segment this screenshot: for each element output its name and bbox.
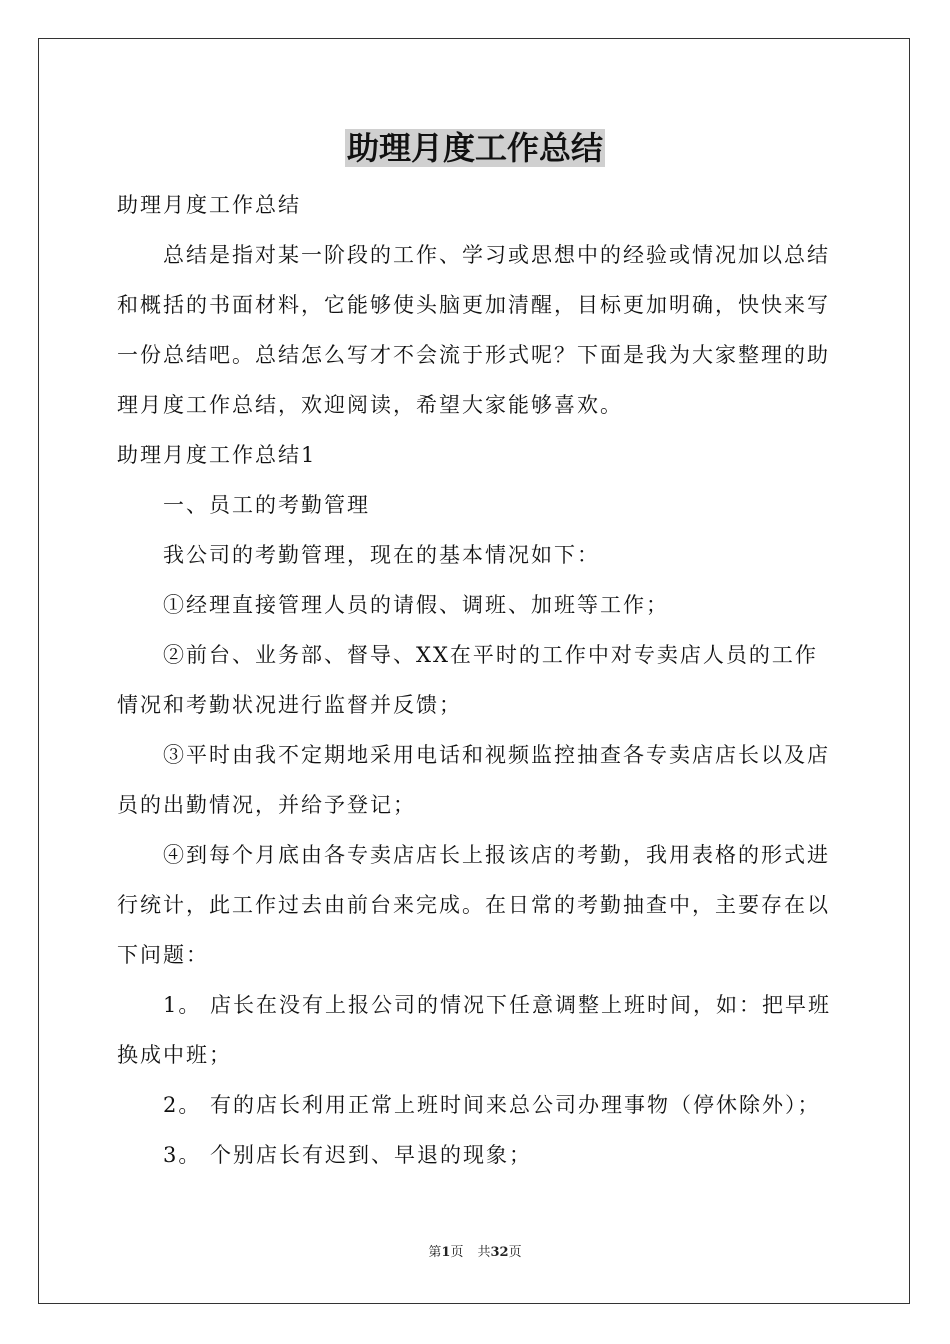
- page-footer: [0, 1244, 950, 1262]
- list-item: ②前台、业务部、督导、XX在平时的工作中对专卖店人员的工作情况和考勤状况进行监督并反馈；: [117, 643, 818, 717]
- subtitle-paragraph: 助理月度工作总结: [117, 193, 301, 217]
- intro-paragraph: 总结是指对某一阶段的工作、学习或思想中的经验或情况加以总结和概括的书面材料，它能够使头脑更加清醒，目标更加明确，快快来写一份总结吧。总结怎么写才不会流于形式呢？下面是我为大家整理的助理月度工作总结，欢迎阅读，希望大家能够喜欢。: [117, 243, 830, 417]
- subsection-heading: 一、员工的考勤管理: [163, 493, 370, 517]
- list-item: ③平时由我不定期地采用电话和视频监控抽查各专卖店店长以及店员的出勤情况，并给予登记；: [117, 743, 830, 817]
- numbered-item: 2。 有的店长利用正常上班时间来总公司办理事物（停休除外）；: [163, 1093, 821, 1117]
- current-page-number: 1: [441, 1245, 451, 1260]
- numbered-item: 1。 店长在没有上报公司的情况下任意调整上班时间，如：把早班换成中班；: [117, 993, 832, 1067]
- page-prefix: 第: [428, 1245, 442, 1260]
- numbered-item: 3。 个别店长有迟到、早退的现象；: [163, 1143, 533, 1167]
- total-suffix: 页: [508, 1245, 522, 1260]
- total-prefix: 共: [477, 1245, 491, 1260]
- document-title: [0, 126, 950, 170]
- body-paragraph: 我公司的考勤管理，现在的基本情况如下：: [163, 543, 600, 567]
- document-title-text: 助理月度工作总结: [346, 129, 603, 167]
- section-heading: 助理月度工作总结1: [117, 443, 317, 467]
- page-suffix: 页: [450, 1245, 464, 1260]
- list-item: ①经理直接管理人员的请假、调班、加班等工作；: [163, 593, 669, 617]
- document-body: [117, 180, 835, 1180]
- list-item: ④到每个月底由各专卖店店长上报该店的考勤，我用表格的形式进行统计，此工作过去由前台来完成。在日常的考勤抽查中，主要存在以下问题：: [117, 843, 830, 967]
- total-page-count: 32: [490, 1245, 509, 1260]
